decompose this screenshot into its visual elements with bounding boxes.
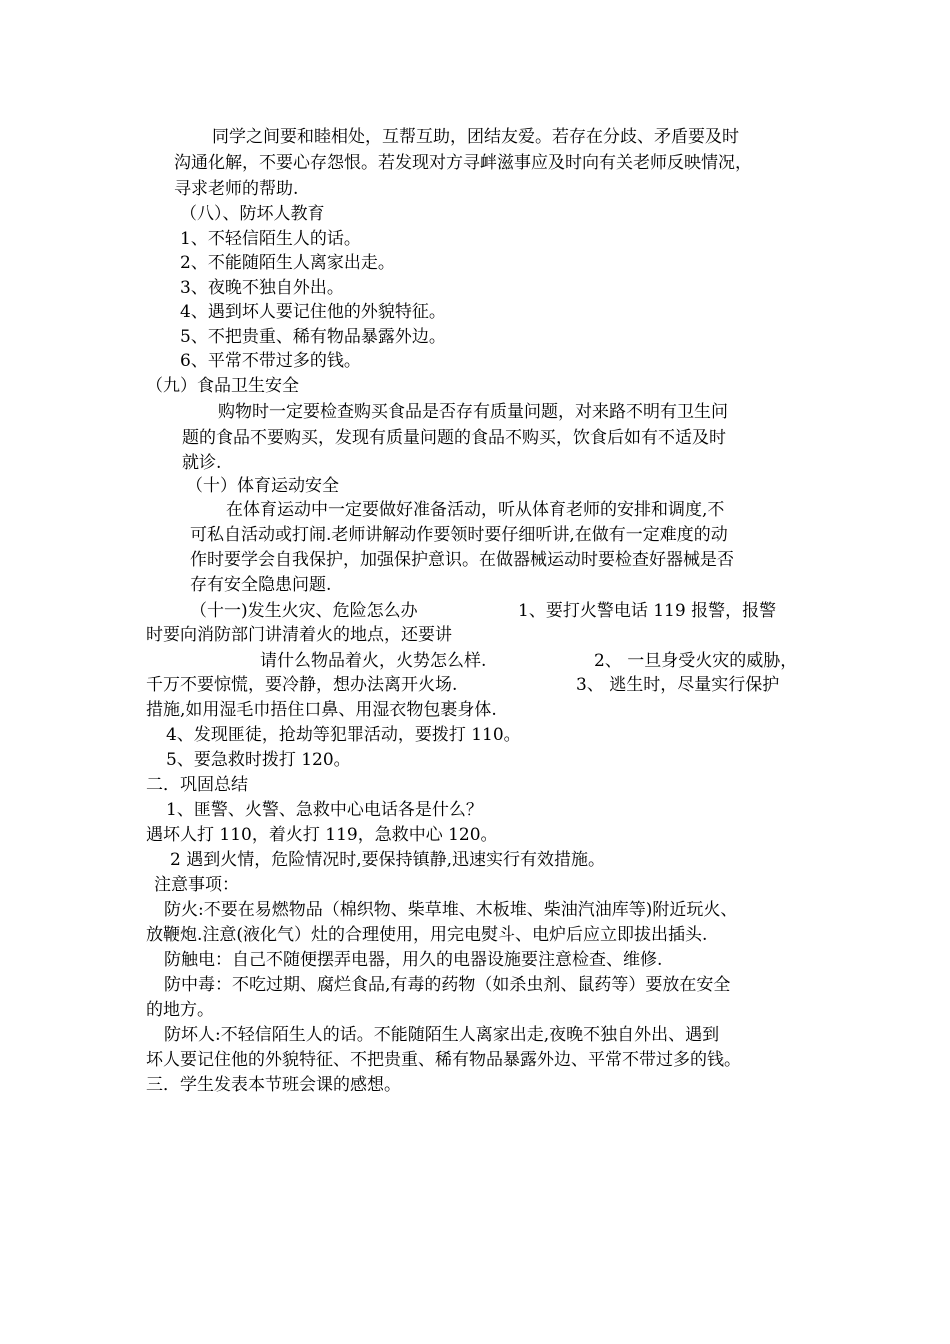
section-11-item-1-start: 1、要打火警电话 119 报警，报警 bbox=[518, 601, 777, 621]
section-10-line-3: 作时要学会自我保护，加强保护意识。在做器械运动时要检查好器械是否 bbox=[190, 550, 734, 570]
summary-answer-1: 遇坏人打 110，着火打 119，急救中心 120。 bbox=[146, 825, 498, 845]
fire-note-line-1: 防火:不要在易燃物品（棉织物、柴草堆、木板堆、柴油汽油库等)附近玩火、 bbox=[164, 900, 738, 920]
section-10-line-2: 可私自活动或打闹.老师讲解动作要领时要仔细听讲,在做有一定难度的动 bbox=[190, 525, 728, 545]
notes-heading: 注意事项： bbox=[154, 875, 239, 895]
section-11-line-3b: 2、 一旦身受火灾的威胁， bbox=[594, 651, 798, 671]
section-8-item-1: 1、不轻信陌生人的话。 bbox=[180, 229, 361, 249]
poison-note-line-2: 的地方。 bbox=[146, 1000, 214, 1020]
section-9-heading: （九）食品卫生安全 bbox=[146, 376, 299, 396]
section-11-heading: （十一)发生火灾、危险怎么办 bbox=[190, 601, 418, 621]
poison-note-line-1: 防中毒：不吃过期、腐烂食品,有毒的药物（如杀虫剂、鼠药等）要放在安全 bbox=[164, 975, 731, 995]
section-11-line-2: 时要向消防部门讲清着火的地点，还要讲 bbox=[146, 625, 452, 645]
section-11-line-5: 措施,如用湿毛巾捂住口鼻、用湿衣物包裹身体. bbox=[146, 700, 497, 720]
section-11-line-4b: 3、 逃生时，尽量实行保护 bbox=[576, 675, 780, 695]
stranger-note-line-1: 防坏人:不轻信陌生人的话。不能随陌生人离家出走,夜晚不独自外出、遇到 bbox=[164, 1025, 720, 1045]
summary-point-2: 2 遇到火情，危险情况时,要保持镇静,迅速实行有效措施。 bbox=[170, 850, 606, 870]
fire-note-line-2: 放鞭炮.注意(液化气）灶的合理使用，用完电熨斗、电炉后应立即拔出插头. bbox=[146, 925, 708, 945]
section-8-item-4: 4、遇到坏人要记住他的外貌特征。 bbox=[180, 302, 446, 322]
section-10-line-1: 在体育运动中一定要做好准备活动，听从体育老师的安排和调度,不 bbox=[226, 500, 725, 520]
section-9-line-1: 购物时一定要检查购买食品是否存有质量问题，对来路不明有卫生问 bbox=[218, 402, 728, 422]
section-11-item-5: 5、要急救时拨打 120。 bbox=[166, 750, 351, 770]
intro-line-2: 沟通化解，不要心存怨恨。若发现对方寻衅滋事应及时向有关老师反映情况， bbox=[174, 153, 752, 173]
section-9-line-2: 题的食品不要购买，发现有质量问题的食品不购买，饮食后如有不适及时 bbox=[182, 428, 726, 448]
section-10-line-4: 存有安全隐患问题. bbox=[190, 575, 332, 595]
section-8-item-3: 3、夜晚不独自外出。 bbox=[180, 278, 344, 298]
section-11-line-3a: 请什么物品着火，火势怎么样. bbox=[260, 651, 487, 671]
summary-question-1: 1、匪警、火警、急救中心电话各是什么？ bbox=[166, 800, 483, 820]
stranger-note-line-2: 坏人要记住他的外貌特征、不把贵重、稀有物品暴露外边、平常不带过多的钱。 bbox=[146, 1050, 741, 1070]
section-8-item-2: 2、不能随陌生人离家出走。 bbox=[180, 253, 395, 273]
section-9-line-3: 就诊. bbox=[182, 453, 222, 473]
section-8-heading: （八）、防坏人教育 bbox=[180, 204, 325, 224]
section-10-heading: （十）体育运动安全 bbox=[186, 476, 339, 496]
section-11-item-4: 4、发现匪徒，抢劫等犯罪活动，要拨打 110。 bbox=[166, 725, 521, 745]
reflection-heading: 三．学生发表本节班会课的感想。 bbox=[146, 1075, 401, 1095]
shock-note: 防触电：自己不随便摆弄电器，用久的电器设施要注意检查、维修. bbox=[164, 950, 663, 970]
section-8-item-5: 5、不把贵重、稀有物品暴露外边。 bbox=[180, 327, 446, 347]
section-11-line-4a: 千万不要惊慌，要冷静，想办法离开火场. bbox=[146, 675, 458, 695]
intro-line-1: 同学之间要和睦相处，互帮互助，团结友爱。若存在分歧、矛盾要及时 bbox=[212, 127, 739, 147]
section-8-item-6: 6、平常不带过多的钱。 bbox=[180, 351, 361, 371]
summary-heading: 二．巩固总结 bbox=[146, 775, 248, 795]
intro-line-3: 寻求老师的帮助. bbox=[174, 179, 299, 199]
